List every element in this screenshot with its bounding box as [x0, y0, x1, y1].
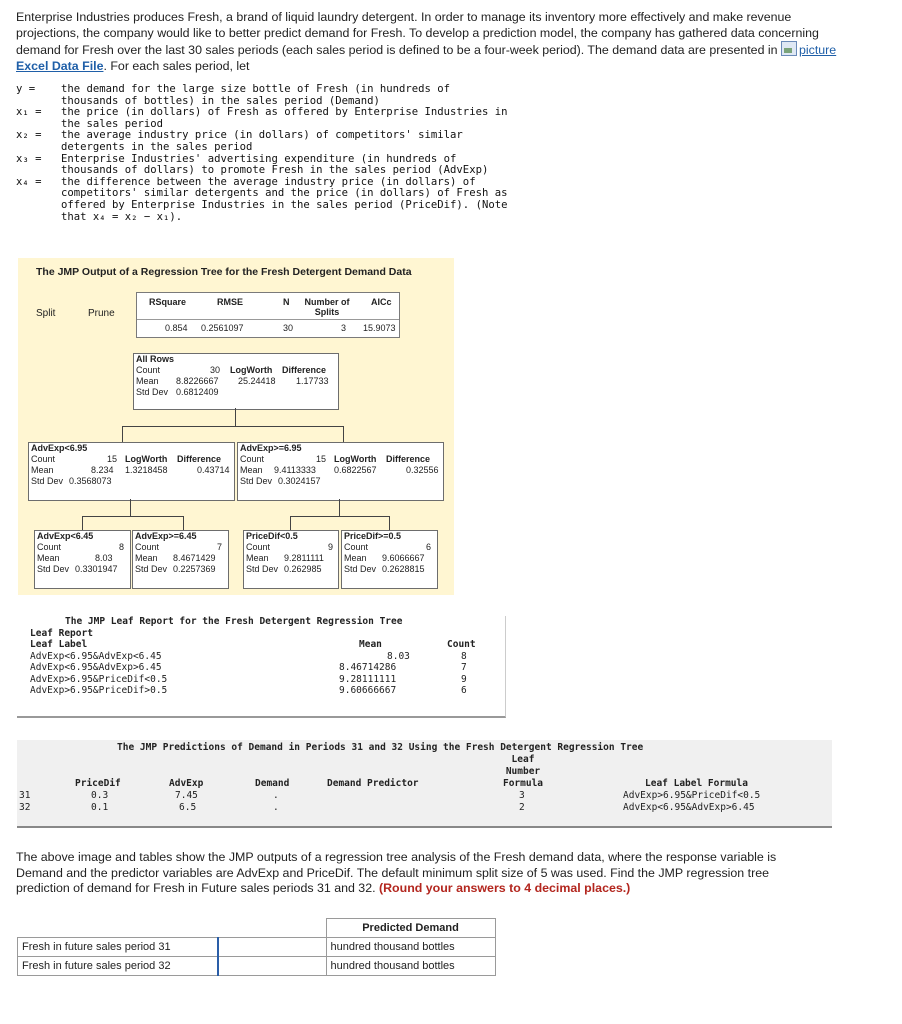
jmp-tree-title: The JMP Output of a Regression Tree for the Fresh Detergent Demand Data [36, 266, 412, 278]
intro-text: Enterprise Industries produces Fresh, a brand of liquid laundry detergent. In order to manage its inventory more effectively and make revenue projections, the company would like to better predict demand for Fresh. To develop a prediction model, the company has gathered data concerning demand for Fresh over the last 30 sales periods (each sales period is defined to be a four-week period). The demand data are presented in [16, 10, 819, 57]
leaf-label: AdvExp<6.95&AdvExp>6.45 [30, 662, 162, 673]
summary-header-aicc: AICc [371, 297, 392, 307]
row-demand: . [273, 802, 279, 813]
tree-connector [122, 426, 123, 442]
answer-label-period-31: Fresh in future sales period 31 [18, 938, 218, 957]
node-mean-label: Mean [135, 553, 158, 563]
answer-table [17, 918, 496, 976]
picture-link[interactable] [781, 43, 836, 57]
definition-x2 [16, 130, 541, 153]
node-sd-label: Std Dev [37, 564, 70, 574]
tree-connector [389, 516, 390, 530]
row-advexp: 7.45 [175, 790, 198, 801]
summary-divider [137, 319, 399, 320]
answer-header: Predicted Demand [326, 919, 495, 938]
answer-unit: hundred thousand bottles [326, 938, 495, 957]
header-pricedif: PriceDif [75, 778, 121, 789]
row-period: 32 [19, 802, 31, 813]
leaf-label: AdvExp>6.95&PriceDif<0.5 [30, 673, 168, 685]
jmp-tree-panel [18, 258, 454, 595]
picture-icon [781, 41, 797, 56]
intro-paragraph [16, 10, 856, 74]
summary-header-rmse: RMSE [217, 297, 244, 307]
header-number: Number [505, 766, 541, 777]
node-mean-label: Mean [344, 553, 367, 563]
rounding-instruction: (Round your answers to 4 decimal places.) [378, 881, 631, 895]
row-demand: . [273, 790, 279, 801]
summary-header-splits: Number of Splits [304, 297, 350, 317]
leaf-report-table [17, 616, 506, 718]
node-label: AdvExp<6.45 [37, 531, 94, 541]
node-sd-label: Std Dev [240, 476, 273, 486]
leaf-count: 6 [461, 685, 467, 696]
leaf-report-header-count: Count [447, 639, 476, 650]
node-difference: 0.43714 [197, 465, 230, 475]
node-logworth-label: LogWorth [334, 454, 377, 464]
answer-cell [218, 957, 327, 976]
node-label: AdvExp<6.95 [31, 443, 88, 453]
node-sd: 0.3301947 [75, 564, 118, 574]
node-count-label: Count [136, 365, 161, 375]
node-mean-label: Mean [136, 376, 159, 386]
definition-y [16, 84, 541, 107]
header-demand-predictor: Demand Predictor [327, 778, 419, 789]
header-demand: Demand [255, 778, 290, 789]
leaf-count: 9 [461, 673, 467, 685]
definition-text: the average industry price (in dollars) of competitors' similar detergents in the sales period [61, 129, 463, 153]
node-count: 7 [217, 542, 223, 552]
definition-text: the price (in dollars) of Fresh as offered by Enterprise Industries in the sales period [61, 106, 508, 130]
node-mean-label: Mean [31, 465, 54, 475]
node-sd: 0.3568073 [69, 476, 112, 486]
answer-header-spacer [218, 919, 327, 938]
question-text: The above image and tables show the JMP outputs of a regression tree analysis of the Fresh demand data, where the response variable is Demand and the predictor variables are AdvExp and PriceDif. The default minimum split size of 5 was used. Find the JMP regression tree prediction of demand for Fresh in Future sales periods 31 and 32. [16, 850, 777, 895]
row-pricedif: 0.1 [91, 802, 109, 813]
node-label: AdvExp>=6.95 [240, 443, 302, 453]
node-mean: 9.2811111 [284, 553, 324, 563]
header-formula: Formula [502, 778, 544, 789]
answer-input-period-32[interactable] [223, 959, 319, 973]
node-logworth: 25.24418 [238, 376, 276, 386]
answer-input-period-31[interactable] [223, 940, 319, 954]
tree-node-advexp-lt-6-95[interactable] [28, 442, 235, 501]
variable-definitions [16, 84, 541, 223]
node-mean: 8.4671429 [173, 553, 216, 563]
row-leaf-number: 3 [519, 790, 525, 801]
predictions-title: The JMP Predictions of Demand in Periods 31 and 32 Using the Fresh Detergent Regression Tree [117, 742, 644, 753]
node-count: 6 [426, 542, 432, 552]
tree-leaf-advexp-lt-6-45[interactable] [34, 530, 131, 589]
answer-header-spacer [18, 919, 218, 938]
tree-connector [82, 516, 83, 530]
definition-symbol: x₁ = [16, 106, 42, 119]
node-count-label: Count [37, 542, 62, 552]
tree-connector [290, 516, 390, 517]
node-count: 15 [107, 454, 118, 464]
predictions-table [17, 740, 832, 828]
node-difference-label: Difference [177, 454, 222, 464]
node-count: 30 [210, 365, 221, 375]
summary-rsquare: 0.854 [165, 323, 188, 333]
node-sd: 0.2257369 [173, 564, 216, 574]
tree-node-root[interactable] [133, 353, 339, 410]
node-label: All Rows [136, 354, 175, 364]
leaf-report-subtitle: Leaf Report [30, 627, 93, 639]
node-mean: 8.03 [95, 553, 113, 563]
tree-connector [339, 499, 340, 516]
node-label: PriceDif>=0.5 [344, 531, 402, 541]
tree-connector [82, 516, 184, 517]
definition-x3 [16, 154, 541, 177]
node-sd-label: Std Dev [135, 564, 168, 574]
node-sd-label: Std Dev [136, 387, 169, 397]
tree-leaf-advexp-ge-6-45[interactable] [132, 530, 229, 589]
summary-splits: 3 [341, 323, 347, 333]
node-sd: 0.2628815 [382, 564, 425, 574]
row-pricedif: 0.3 [91, 790, 109, 801]
prune-button[interactable]: Prune [88, 308, 115, 319]
tree-connector [183, 516, 184, 530]
tree-connector [130, 499, 131, 516]
tree-connector [235, 408, 236, 426]
leaf-mean: 9.28111111 [339, 673, 397, 685]
node-count-label: Count [240, 454, 265, 464]
summary-aicc: 15.9073 [363, 323, 396, 333]
tree-connector [290, 516, 291, 530]
definition-x1 [16, 107, 541, 130]
node-mean: 8.8226667 [176, 376, 219, 386]
node-sd-label: Std Dev [31, 476, 64, 486]
definition-text: the difference between the average industry price (in dollars) of competitors' similar detergents and the price (in dollars) of Fresh as offered by Enterprise Industries in the sales period (PriceDif). (Note that x₄ = x₂ − x₁). [61, 175, 508, 223]
node-count-label: Count [246, 542, 271, 552]
summary-header-rsquare: RSquare [149, 297, 187, 307]
split-button[interactable]: Split [36, 308, 56, 319]
node-mean: 9.6066667 [382, 553, 425, 563]
definition-symbol: x₂ = [16, 129, 42, 142]
leaf-count: 7 [461, 662, 467, 673]
node-count: 9 [328, 542, 334, 552]
row-period: 31 [19, 790, 31, 801]
node-mean-label: Mean [246, 553, 269, 563]
node-count-label: Count [135, 542, 160, 552]
table-row [17, 674, 505, 686]
node-sd: 0.3024157 [278, 476, 321, 486]
tree-node-advexp-ge-6-95[interactable] [237, 442, 444, 501]
definition-symbol: y = [16, 83, 36, 95]
summary-header-n: N [283, 297, 290, 307]
answer-row [18, 957, 496, 976]
node-logworth-label: LogWorth [230, 365, 273, 375]
leaf-label: AdvExp<6.95&AdvExp<6.45 [30, 650, 162, 662]
node-mean-label: Mean [240, 465, 263, 475]
definition-symbol: x₃ = [16, 152, 42, 165]
leaf-mean: 8.03 [387, 650, 410, 662]
node-difference-label: Difference [282, 365, 327, 375]
answer-label-period-32: Fresh in future sales period 32 [18, 957, 218, 976]
node-logworth: 1.3218458 [125, 465, 168, 475]
tree-leaf-pricedif-lt-0-5[interactable] [243, 530, 339, 589]
node-sd-label: Std Dev [246, 564, 279, 574]
leaf-report-header-label: Leaf Label [30, 639, 88, 650]
definition-x4 [16, 177, 541, 223]
table-row [17, 651, 505, 663]
question-paragraph [16, 850, 816, 897]
header-advexp: AdvExp [169, 778, 204, 789]
summary-box [136, 292, 400, 338]
leaf-mean: 8.46714286 [339, 662, 397, 673]
table-row [17, 685, 505, 697]
header-leaf-label-formula: Leaf Label Formula [645, 778, 748, 789]
node-sd: 0.262985 [284, 564, 322, 574]
tree-connector [122, 426, 344, 427]
excel-data-file-link[interactable]: Excel Data File [16, 58, 104, 73]
definition-text: the demand for the large size bottle of Fresh (in hundreds of thousands of bottles) in the sales period (Demand) [61, 83, 451, 107]
leaf-report-header-mean: Mean [359, 639, 382, 650]
row-leaf-label: AdvExp>6.95&PriceDif<0.5 [623, 790, 761, 801]
picture-link-label: picture [799, 43, 837, 57]
summary-rmse: 0.2561097 [201, 323, 244, 333]
node-difference-label: Difference [386, 454, 431, 464]
leaf-label: AdvExp>6.95&PriceDif>0.5 [30, 685, 168, 696]
node-logworth: 0.6822567 [334, 465, 377, 475]
leaf-mean: 9.60666667 [339, 685, 397, 696]
table-row [17, 662, 505, 674]
node-count: 15 [316, 454, 327, 464]
node-count-label: Count [344, 542, 369, 552]
node-count: 8 [119, 542, 125, 552]
intro-text-after: . For each sales period, let [103, 58, 250, 73]
node-mean-label: Mean [37, 553, 60, 563]
node-sd-label: Std Dev [344, 564, 377, 574]
tree-leaf-pricedif-ge-0-5[interactable] [341, 530, 438, 589]
row-leaf-label: AdvExp<6.95&AdvExp>6.45 [623, 802, 755, 813]
node-label: AdvExp>=6.45 [135, 531, 197, 541]
node-count-label: Count [31, 454, 56, 464]
row-advexp: 6.5 [179, 802, 197, 813]
leaf-report-title: The JMP Leaf Report for the Fresh Detergent Regression Tree [65, 616, 403, 627]
node-logworth-label: LogWorth [125, 454, 168, 464]
answer-unit: hundred thousand bottles [326, 957, 495, 976]
node-sd: 0.6812409 [176, 387, 219, 397]
node-difference: 1.17733 [296, 376, 329, 386]
node-label: PriceDif<0.5 [246, 531, 298, 541]
answer-row [18, 938, 496, 957]
node-difference: 0.32556 [406, 465, 439, 475]
node-mean: 9.4113333 [274, 465, 316, 475]
node-mean: 8.234 [91, 465, 114, 475]
row-leaf-number: 2 [519, 802, 525, 813]
summary-n: 30 [283, 323, 294, 333]
definition-symbol: x₄ = [16, 175, 42, 188]
answer-cell [218, 938, 327, 957]
header-leaf: Leaf [511, 754, 535, 765]
definition-text: Enterprise Industries' advertising expenditure (in hundreds of thousands of dollars) to promote Fresh in the sales period (AdvExp) [61, 152, 489, 177]
tree-connector [343, 426, 344, 442]
leaf-count: 8 [461, 650, 467, 662]
